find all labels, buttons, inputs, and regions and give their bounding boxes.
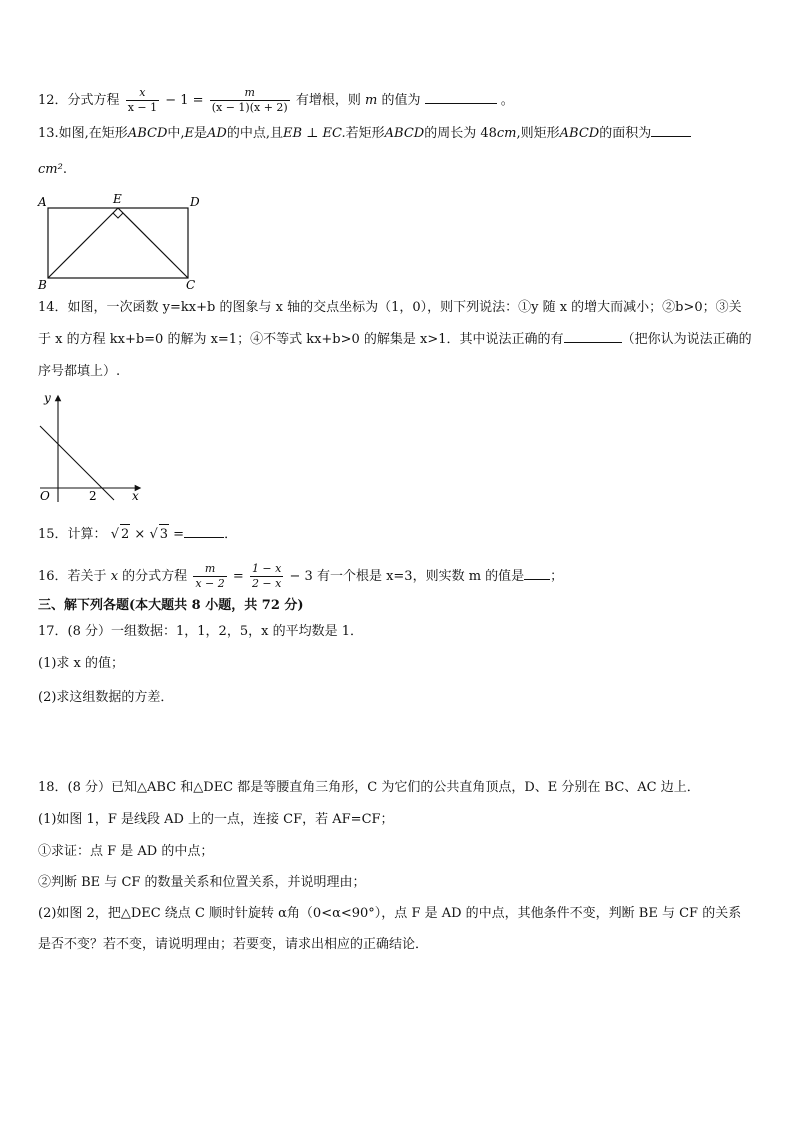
- q12-lead: 12．分式方程: [38, 93, 120, 108]
- q14-line2b: （把你认为说法正确的: [621, 332, 752, 347]
- q12-answer-blank: [425, 91, 497, 104]
- label-e: E: [113, 192, 122, 206]
- q13-unit: cm²: [38, 162, 63, 177]
- question-13: [38, 124, 691, 144]
- q13-t8: 若矩形: [345, 126, 385, 141]
- question-14-line-3: [38, 362, 120, 382]
- q16-answer-blank: [524, 567, 550, 580]
- section-3-heading: [38, 596, 304, 616]
- q16-eq: =: [232, 569, 244, 584]
- question-12: [38, 86, 514, 115]
- question-14-line-1: [38, 298, 742, 318]
- q17-line3: (2)求这组数据的方差．: [38, 690, 174, 705]
- q13-t4: 是: [194, 126, 208, 141]
- sqrt-3-radicand: 3: [159, 524, 169, 545]
- q18-line1: 18．(8 分）已知△ABC 和△DEC 都是等腰直角三角形，C 为它们的公共直角顶点，D、E 分别在 BC、AC 边上．: [38, 780, 700, 795]
- q16-end: ；: [550, 569, 564, 584]
- q16-f2-den: 2 − x: [251, 577, 282, 590]
- q14-answer-blank: [564, 330, 622, 343]
- q13-t3: E: [184, 126, 195, 141]
- q18-line3: ①求证：点 F 是 AD 的中点；: [38, 844, 214, 859]
- q13-t7: EB ⊥ EC.: [282, 126, 346, 141]
- section-3-text: 三、解下列各题(本大题共 8 小题，共 72 分): [38, 598, 304, 613]
- q17-line2: (1)求 x 的值；: [38, 656, 125, 671]
- q14-line2a: 于 x 的方程 kx+b=0 的解为 x=1；④不等式 kx+b>0 的解集是 x>1．其中说法正确的有: [38, 332, 564, 347]
- q13-t2: 中,: [167, 126, 185, 141]
- q15-eq: =: [173, 527, 185, 542]
- axis-label-y: y: [44, 391, 51, 405]
- q12-end: 。: [500, 93, 514, 108]
- q12-f1-den: x − 1: [127, 101, 158, 114]
- q13-t13: ABCD: [559, 126, 600, 141]
- segment-ec: [118, 208, 188, 278]
- q16-lead: 16．若关于: [38, 569, 107, 584]
- q16-fraction-1: [193, 562, 226, 591]
- q16-mid: 的分式方程: [122, 569, 188, 584]
- question-17-line-1: [38, 622, 363, 642]
- label-d: D: [190, 195, 200, 209]
- q13-t6: 的中点,且: [226, 126, 283, 141]
- q16-f1-num: m: [204, 562, 216, 575]
- q13-t12: ,则矩形: [516, 126, 560, 141]
- q12-mid: 有增根，则: [295, 93, 361, 108]
- label-a: A: [38, 195, 47, 209]
- q18-line5: (2)如图 2，把△DEC 绕点 C 顺时针旋转 α角（0<α<90°），点 F 是 AD 的中点，其他条件不变，判断 BE 与 CF 的关系: [38, 906, 742, 921]
- q13-t14: 的面积为: [599, 126, 652, 141]
- q13-t5: AD: [207, 126, 227, 141]
- q16-f2-num: 1 − x: [251, 562, 282, 575]
- q13-t10: 的周长为 48: [424, 126, 497, 141]
- q12-var: m: [365, 93, 378, 108]
- label-c: C: [186, 278, 196, 290]
- q16-tail: 有一个根是 x=3，则实数 m 的值是: [316, 569, 525, 584]
- right-angle-mark: [113, 213, 123, 218]
- sqrt-3: √ 3: [149, 527, 169, 542]
- question-17-line-2: [38, 654, 124, 674]
- q18-line2: (1)如图 1，F 是线段 AD 上的一点，连接 CF，若 AF=CF；: [38, 812, 394, 827]
- question-18-line-5: [38, 904, 741, 924]
- q18-line4: ②判断 BE 与 CF 的数量关系和位置关系，并说明理由；: [38, 875, 366, 890]
- question-18-line-6: [38, 935, 428, 955]
- q12-f2-den: (x − 1)(x + 2): [211, 101, 288, 114]
- origin-label: O: [40, 489, 50, 503]
- question-18-line-3: [38, 842, 213, 862]
- q12-tail: 的值为: [381, 93, 421, 108]
- rectangle-figure: [36, 190, 206, 290]
- q12-fraction-1: [126, 86, 159, 115]
- q13-t1: ABCD: [127, 126, 168, 141]
- q16-minus3: − 3: [289, 569, 313, 584]
- sqrt-2: √ 2: [111, 527, 131, 542]
- q15-times: ×: [134, 527, 146, 542]
- sqrt-2-radicand: 2: [120, 524, 130, 545]
- question-18-line-1: [38, 778, 700, 798]
- q12-fraction-2: [210, 86, 290, 115]
- question-15: [38, 524, 237, 545]
- label-b: B: [38, 278, 47, 290]
- q15-end: ．: [224, 527, 238, 542]
- segment-eb: [48, 208, 118, 278]
- q12-f2-num: m: [244, 86, 255, 99]
- q12-f1-num: x: [139, 86, 146, 99]
- q13-unit-end: .: [62, 162, 67, 177]
- q13-t9: ABCD: [384, 126, 425, 141]
- q13-text-1: 13.如图,在矩形: [38, 126, 128, 141]
- q13-unit-line: [38, 160, 67, 180]
- question-14-line-2: [38, 330, 752, 350]
- tick-label-2: 2: [89, 489, 97, 503]
- q13-answer-blank: [651, 124, 691, 137]
- linear-function-graph: [34, 390, 154, 508]
- q15-answer-blank: [184, 525, 224, 538]
- q16-f1-den: x − 2: [195, 577, 225, 590]
- q14-line3: 序号都填上）.: [38, 364, 121, 379]
- q17-line1: 17．(8 分）一组数据：1，1，2，5，x 的平均数是 1．: [38, 624, 363, 639]
- question-18-line-2: [38, 810, 394, 830]
- q13-t11: cm: [496, 126, 517, 141]
- question-17-line-3: [38, 688, 173, 708]
- q15-lead: 15．计算：: [38, 527, 107, 542]
- q14-line1: 14．如图，一次函数 y=kx+b 的图象与 x 轴的交点坐标为（1，0），则下列说法：①y 随 x 的增大而减小；②b>0；③关: [38, 300, 742, 315]
- function-line: [40, 426, 114, 500]
- q16-var: x: [110, 569, 119, 584]
- q18-line6: 是否不变？若不变，请说明理由；若要变，请求出相应的正确结论．: [38, 937, 429, 952]
- question-18-line-4: [38, 873, 366, 893]
- q16-fraction-2: [250, 562, 283, 591]
- question-16: [38, 562, 563, 591]
- axis-label-x: x: [132, 489, 139, 503]
- q12-minus1: − 1 =: [165, 93, 204, 108]
